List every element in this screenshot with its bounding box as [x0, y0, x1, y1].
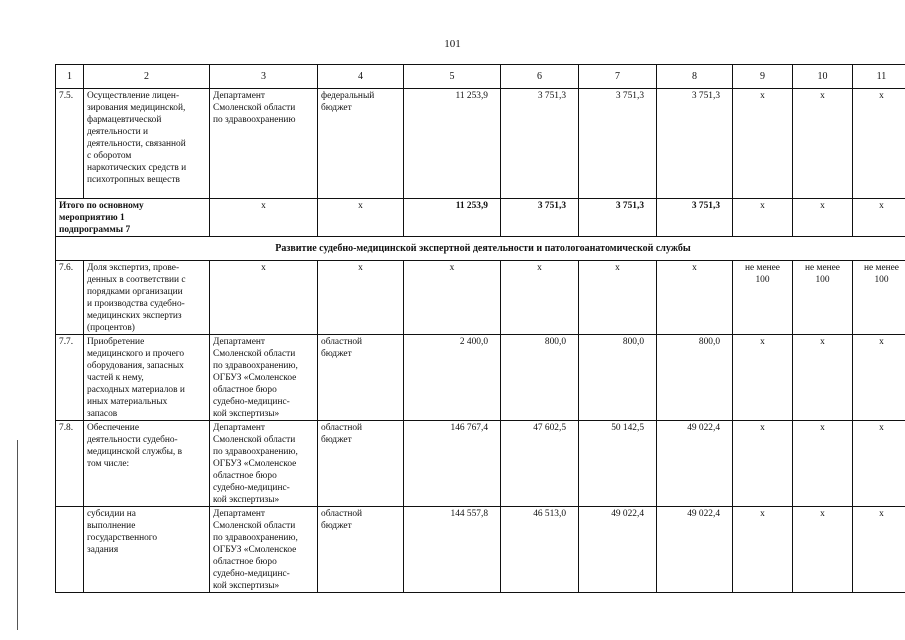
- row-year1-value: 46 513,0: [501, 507, 579, 593]
- header-cell: 5: [404, 65, 501, 89]
- header-cell: 9: [733, 65, 793, 89]
- table-row: [56, 261, 905, 335]
- total-label: Итого по основному мероприятию 1 подпрограммы 7: [56, 199, 210, 237]
- row-number: 7.7.: [56, 335, 84, 421]
- row-activity: Обеспечение деятельности судебно- медицинской службы, в том числе:: [84, 421, 210, 507]
- header-cell: 6: [501, 65, 579, 89]
- row-indicator-2: не менее 100: [793, 261, 853, 335]
- row-funding-source: областной бюджет: [318, 507, 404, 593]
- row-year3-value: 49 022,4: [657, 421, 733, 507]
- row-indicator-1: x: [733, 335, 793, 421]
- row-indicator-3: x: [853, 421, 905, 507]
- section-title: Развитие судебно-медицинской экспертной деятельности и патологоанатомической службы: [56, 237, 905, 261]
- row-funding-source: областной бюджет: [318, 335, 404, 421]
- margin-rule: [17, 440, 18, 630]
- row-total-value: x: [404, 261, 501, 335]
- total-year1-value: 3 751,3: [501, 199, 579, 237]
- table-row: [56, 335, 905, 421]
- table-row: [56, 507, 905, 593]
- row-indicator-2: x: [793, 335, 853, 421]
- row-indicator-3: x: [853, 507, 905, 593]
- row-funding-source: x: [318, 261, 404, 335]
- row-indicator-1: x: [733, 89, 793, 199]
- row-activity: Доля экспертиз, прове- денных в соответствии с порядками организации и производства судебно- медицинских экспертиз (процентов): [84, 261, 210, 335]
- total-indicator-2: x: [793, 199, 853, 237]
- row-executor: Департамент Смоленской области по здравоохранению: [210, 89, 318, 199]
- page-number: 101: [444, 38, 461, 50]
- row-executor: Департамент Смоленской области по здравоохранению, ОГБУЗ «Смоленское областное бюро судебно-медицинс- кой экспертизы»: [210, 335, 318, 421]
- row-year3-value: 49 022,4: [657, 507, 733, 593]
- row-total-value: 146 767,4: [404, 421, 501, 507]
- row-year1-value: 3 751,3: [501, 89, 579, 199]
- row-indicator-3: x: [853, 89, 905, 199]
- section-row: [56, 237, 905, 261]
- row-year2-value: 50 142,5: [579, 421, 657, 507]
- total-row: [56, 199, 905, 237]
- row-indicator-1: не менее 100: [733, 261, 793, 335]
- program-table: [55, 64, 905, 593]
- row-year3-value: 800,0: [657, 335, 733, 421]
- row-year2-value: 49 022,4: [579, 507, 657, 593]
- row-year3-value: 3 751,3: [657, 89, 733, 199]
- row-year3-value: x: [657, 261, 733, 335]
- row-number: 7.6.: [56, 261, 84, 335]
- row-number: 7.8.: [56, 421, 84, 507]
- row-year1-value: x: [501, 261, 579, 335]
- row-indicator-1: x: [733, 507, 793, 593]
- row-activity: Приобретение медицинского и прочего оборудования, запасных частей к нему, расходных материалов и иных материальных запасов: [84, 335, 210, 421]
- row-number: [56, 507, 84, 593]
- column-number-row: [56, 65, 905, 89]
- table-row: [56, 421, 905, 507]
- row-total-value: 144 557,8: [404, 507, 501, 593]
- row-year2-value: 800,0: [579, 335, 657, 421]
- row-year2-value: 3 751,3: [579, 89, 657, 199]
- total-indicator-1: x: [733, 199, 793, 237]
- row-executor: x: [210, 261, 318, 335]
- table-row: [56, 89, 905, 199]
- header-cell: 2: [84, 65, 210, 89]
- row-indicator-3: не менее 100: [853, 261, 905, 335]
- row-activity: Осуществление лицен- зирования медицинской, фармацевтической деятельности и деятельности, связанной с оборотом наркотических средств и психотропных веществ: [84, 89, 210, 199]
- row-year1-value: 47 602,5: [501, 421, 579, 507]
- total-indicator-3: x: [853, 199, 905, 237]
- row-year1-value: 800,0: [501, 335, 579, 421]
- row-indicator-2: x: [793, 421, 853, 507]
- row-activity: субсидии на выполнение государственного задания: [84, 507, 210, 593]
- row-indicator-1: x: [733, 421, 793, 507]
- row-executor: Департамент Смоленской области по здравоохранению, ОГБУЗ «Смоленское областное бюро судебно-медицинс- кой экспертизы»: [210, 507, 318, 593]
- header-cell: 3: [210, 65, 318, 89]
- row-year2-value: x: [579, 261, 657, 335]
- row-total-value: 11 253,9: [404, 89, 501, 199]
- total-year3-value: 3 751,3: [657, 199, 733, 237]
- header-cell: 10: [793, 65, 853, 89]
- row-number: 7.5.: [56, 89, 84, 199]
- total-funding-source: x: [318, 199, 404, 237]
- row-indicator-2: x: [793, 89, 853, 199]
- row-indicator-2: x: [793, 507, 853, 593]
- total-year2-value: 3 751,3: [579, 199, 657, 237]
- row-funding-source: областной бюджет: [318, 421, 404, 507]
- row-total-value: 2 400,0: [404, 335, 501, 421]
- row-executor: Департамент Смоленской области по здравоохранению, ОГБУЗ «Смоленское областное бюро судебно-медицинс- кой экспертизы»: [210, 421, 318, 507]
- header-cell: 11: [853, 65, 905, 89]
- header-cell: 7: [579, 65, 657, 89]
- row-funding-source: федеральный бюджет: [318, 89, 404, 199]
- total-executor: x: [210, 199, 318, 237]
- header-cell: 4: [318, 65, 404, 89]
- total-value: 11 253,9: [404, 199, 501, 237]
- row-indicator-3: x: [853, 335, 905, 421]
- header-cell: 8: [657, 65, 733, 89]
- header-cell: 1: [56, 65, 84, 89]
